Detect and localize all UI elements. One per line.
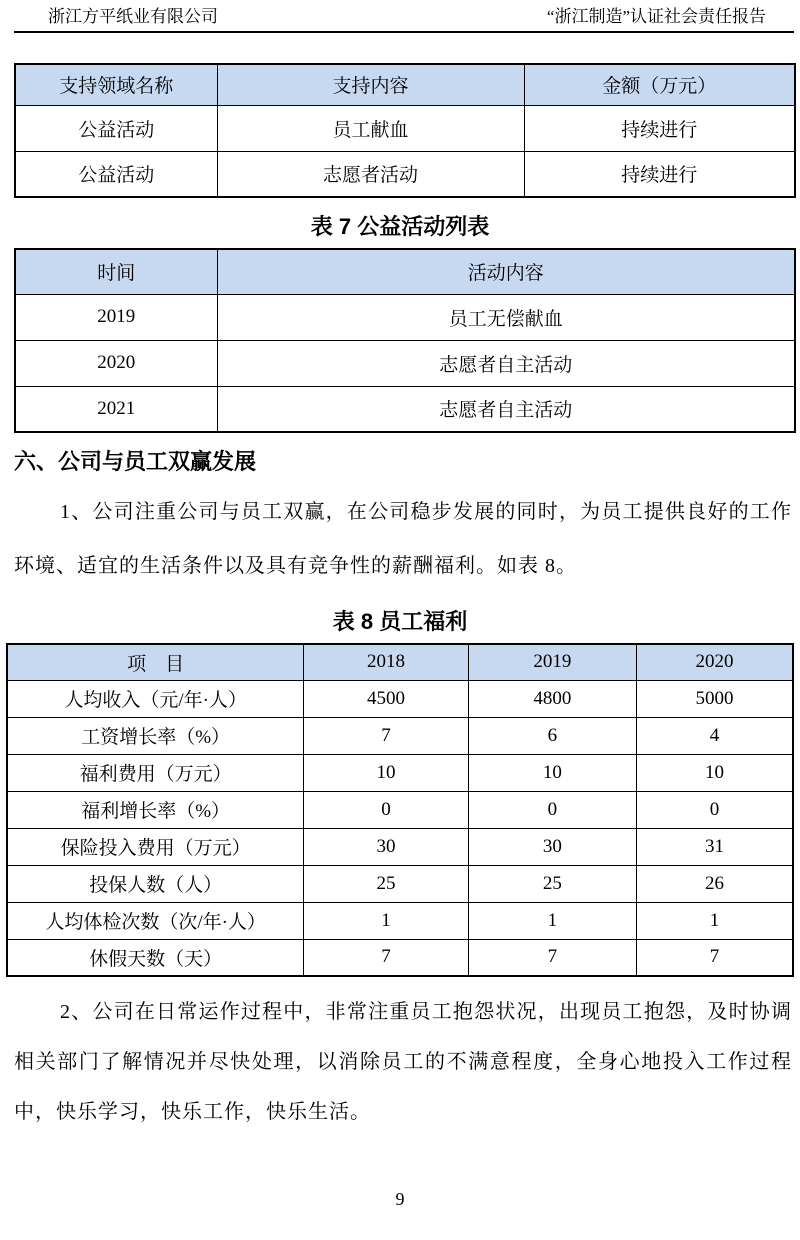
table-cell-value: 7 [637,939,793,976]
column-header-year: 2020 [637,644,793,680]
table-cell-value: 0 [637,791,793,828]
column-header-year: 2019 [468,644,636,680]
table-cell: 员工无偿献血 [217,294,795,340]
table-cell: 持续进行 [524,151,795,197]
table-cell-label: 福利增长率（%） [7,791,304,828]
paragraph-2: 2、公司在日常运作过程中，非常注重员工抱怨状况，出现员工抱怨，及时协调相关部门了解情况并尽快处理，以消除员工的不满意程度，全身心地投入工作过程中，快乐学习，快乐工作，快乐生活。 [14,1001,792,1123]
table-cell: 员工献血 [217,105,524,151]
table-cell: 志愿者活动 [217,151,524,197]
table-row [15,294,795,340]
table-cell: 公益活动 [15,105,217,151]
table-cell-value: 7 [468,939,636,976]
table-cell-value: 7 [304,717,468,754]
table-row [7,902,793,939]
page-header [14,0,794,33]
column-header: 活动内容 [217,249,795,294]
table-cell: 公益活动 [15,151,217,197]
section-heading: 六、公司与员工双赢发展 [14,449,257,474]
table-row [15,105,795,151]
table-cell-value: 1 [468,902,636,939]
table-row [7,865,793,902]
table-header-row [15,249,795,294]
table-cell-label: 投保人数（人） [7,865,304,902]
table-cell: 志愿者自主活动 [217,386,795,432]
table-cell-year: 2020 [15,340,217,386]
table-cell-value: 10 [304,754,468,791]
table-cell-value: 10 [637,754,793,791]
support-table [14,63,796,198]
table-header-row [15,64,795,105]
table-cell-value: 4800 [468,680,636,717]
table-cell-value: 6 [468,717,636,754]
page-footer [0,1189,800,1210]
table-cell: 持续进行 [524,105,795,151]
table-cell-value: 10 [468,754,636,791]
table-row [7,828,793,865]
column-header: 支持领域名称 [15,64,217,105]
table-cell-value: 7 [304,939,468,976]
table-cell-value: 4500 [304,680,468,717]
table-header-row [7,644,793,680]
table-row [7,754,793,791]
table-row [7,680,793,717]
table-cell-label: 保险投入费用（万元） [7,828,304,865]
table-cell-value: 5000 [637,680,793,717]
table-row [15,151,795,197]
table-row [7,791,793,828]
table-cell-label: 休假天数（天） [7,939,304,976]
table-cell-year: 2019 [15,294,217,340]
table-cell-value: 25 [468,865,636,902]
column-header: 时间 [15,249,217,294]
table-row [15,340,795,386]
table7-caption: 表 7 公益活动列表 [310,214,490,239]
column-header-year: 2018 [304,644,468,680]
welfare-table [6,643,794,977]
table-cell: 志愿者自主活动 [217,340,795,386]
table-cell-label: 工资增长率（%） [7,717,304,754]
table-cell-value: 26 [637,865,793,902]
column-header: 金额（万元） [524,64,795,105]
table-cell-year: 2021 [15,386,217,432]
table-cell-value: 1 [304,902,468,939]
table-cell-label: 人均体检次数（次/年·人） [7,902,304,939]
paragraph-1: 1、公司注重公司与员工双赢，在公司稳步发展的同时，为员工提供良好的工作环境、适宜的生活条件以及具有竞争性的薪酬福利。如表 8。 [14,501,792,577]
table-cell-value: 0 [468,791,636,828]
table-row [15,386,795,432]
table-cell-value: 30 [304,828,468,865]
table-cell-value: 25 [304,865,468,902]
table-row [7,939,793,976]
table-row [7,717,793,754]
table-cell-label: 福利费用（万元） [7,754,304,791]
column-header: 支持内容 [217,64,524,105]
table-cell-value: 1 [637,902,793,939]
activity-table [14,248,796,433]
table-cell-value: 31 [637,828,793,865]
table8-caption: 表 8 员工福利 [332,609,468,634]
table-cell-value: 0 [304,791,468,828]
header-company-name: 浙江方平纸业有限公司 [48,7,218,26]
page-number: 9 [395,1189,405,1209]
table-cell-value: 30 [468,828,636,865]
header-report-title: “浙江制造”认证社会责任报告 [546,7,766,26]
table-cell-label: 人均收入（元/年·人） [7,680,304,717]
table-cell-value: 4 [637,717,793,754]
column-header: 项 目 [7,644,304,680]
